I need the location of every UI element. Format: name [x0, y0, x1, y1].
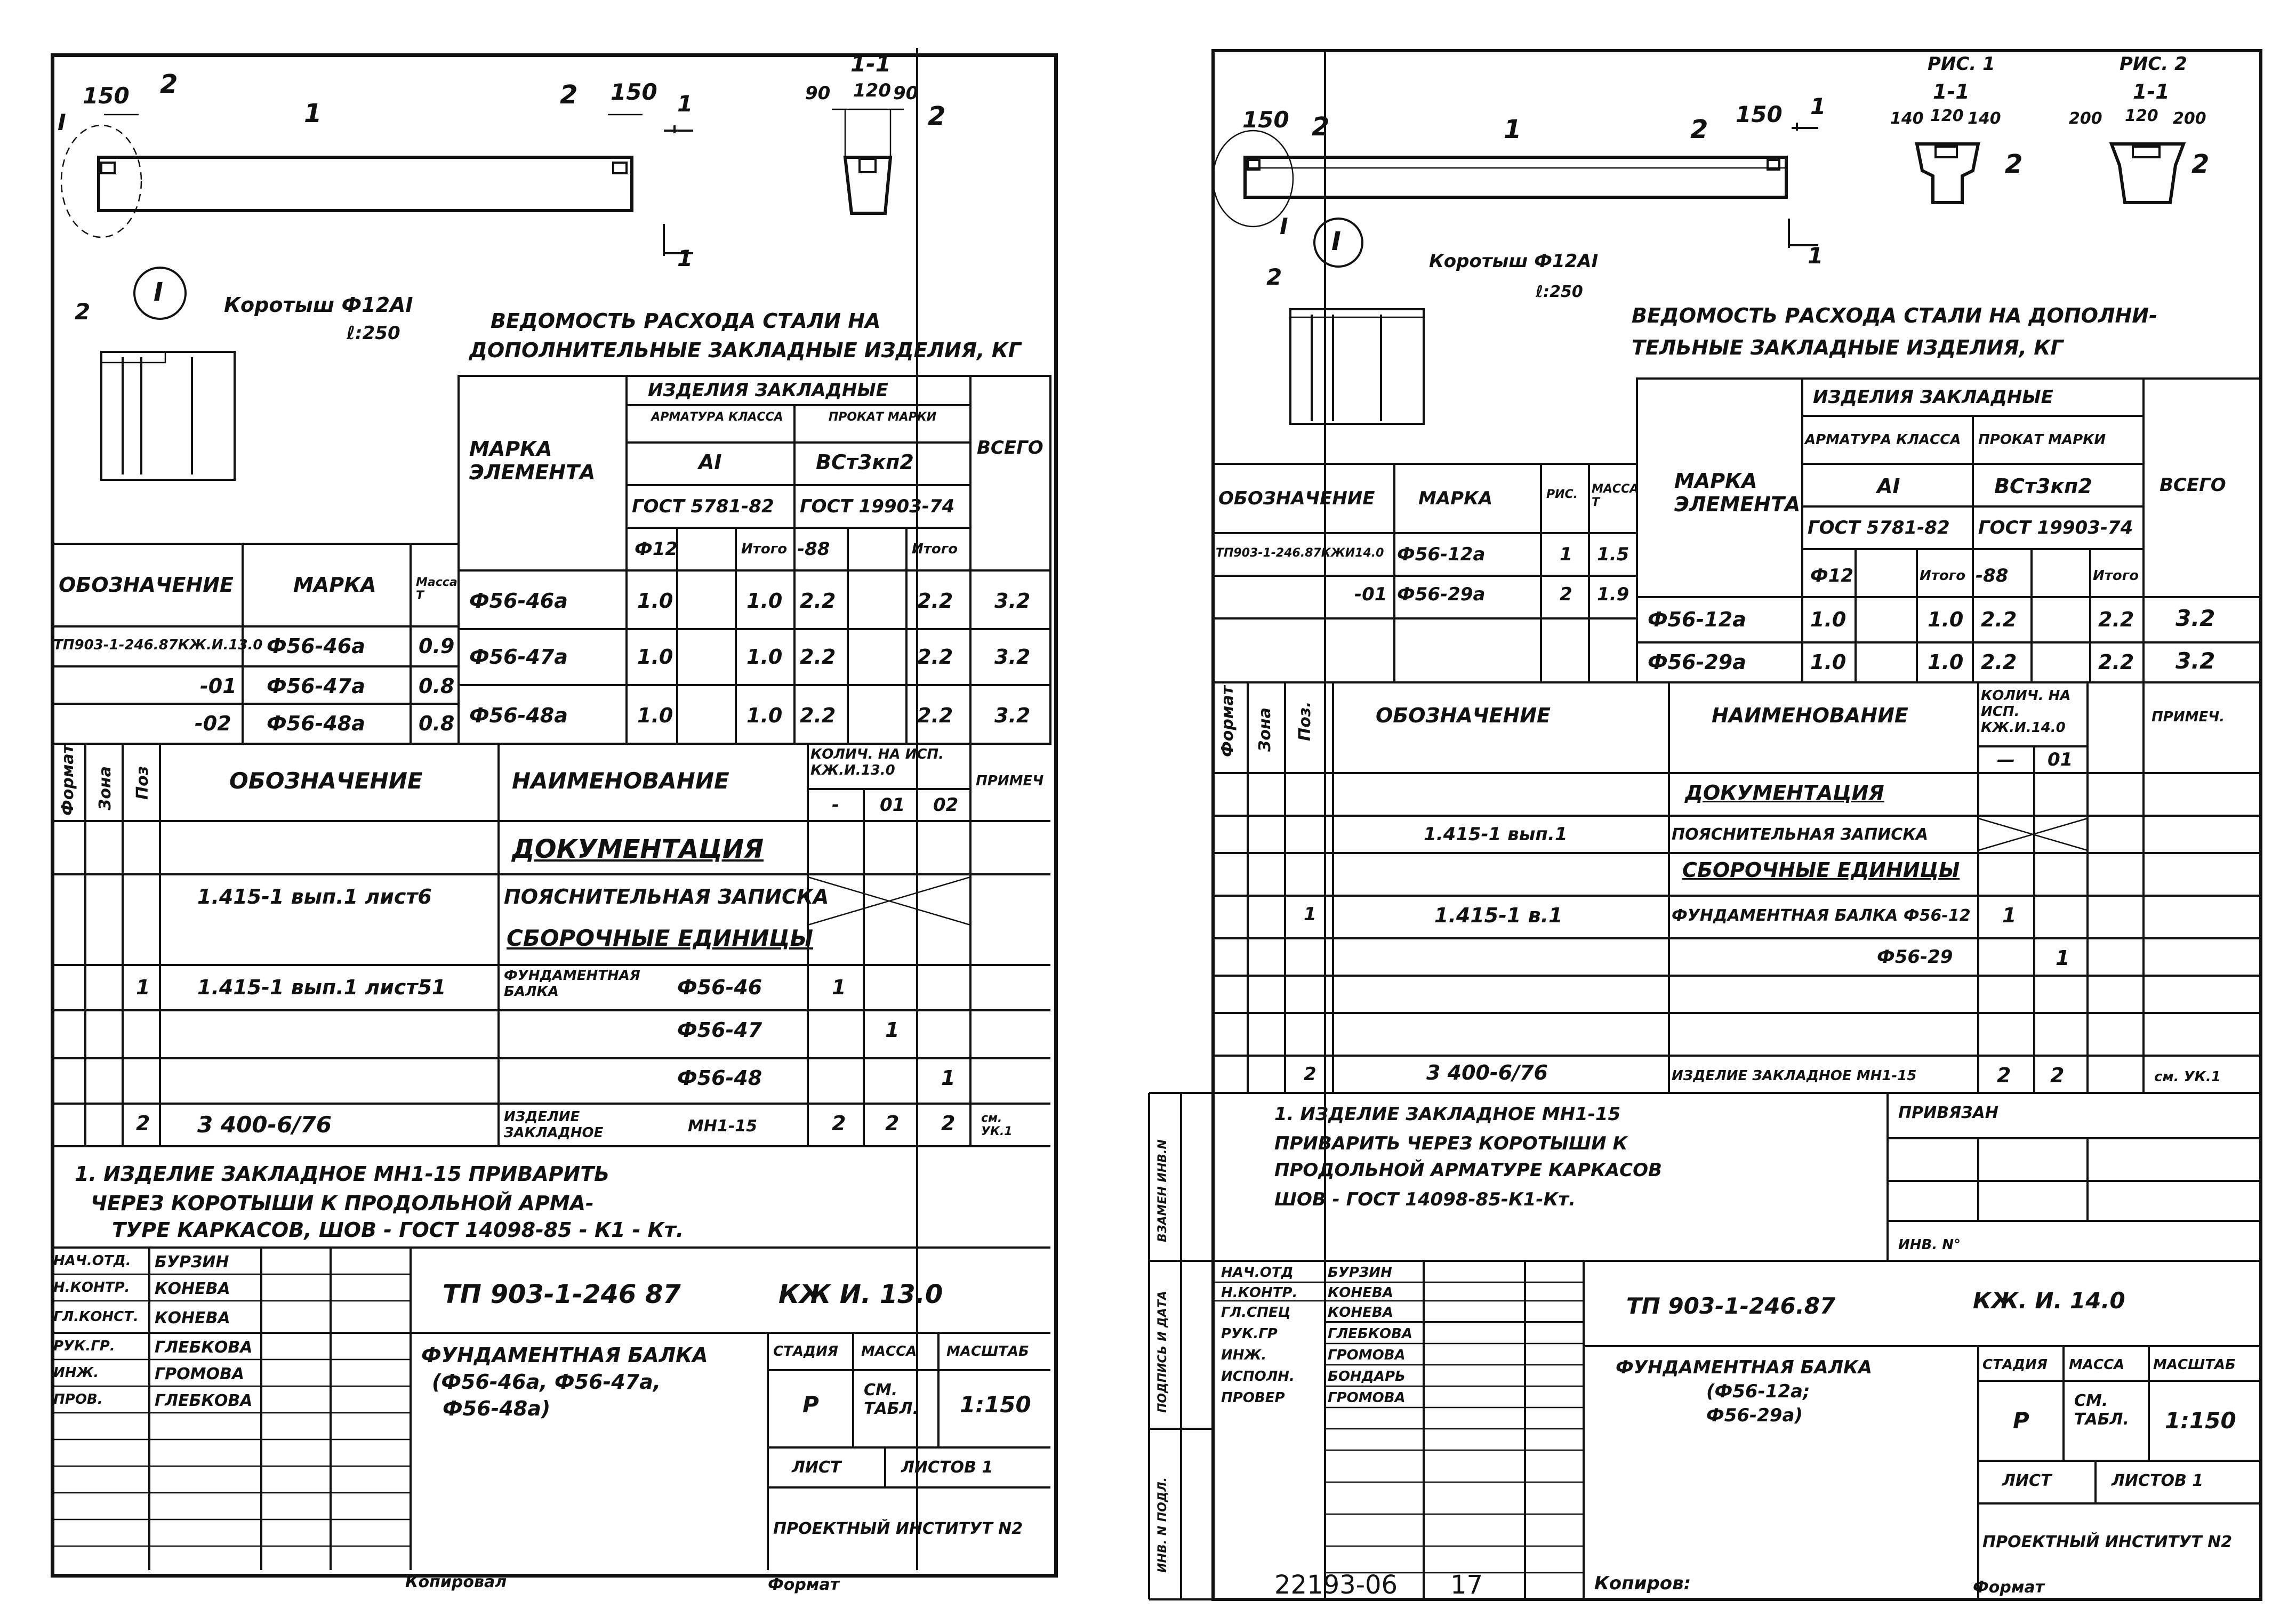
dim: 120: [853, 80, 891, 101]
spec-poz: 1: [136, 976, 150, 999]
detail-label: 2: [1266, 264, 1282, 290]
dim: 120: [1930, 107, 1964, 125]
class-ai: АI: [1877, 474, 1900, 498]
col-zona: Зона: [96, 766, 115, 810]
spec-kol: 1: [832, 976, 846, 999]
stamp-role: НАЧ.ОТД: [1221, 1265, 1294, 1281]
stamp-role: ИСПОЛН.: [1221, 1369, 1295, 1385]
spec-oboz: 1.415-1 в.1: [1434, 904, 1563, 927]
footer-format: Формат: [1973, 1578, 2044, 1597]
stamp-role: РУК.ГР.: [53, 1338, 115, 1354]
stamp-sm: СМ. ТАБЛ.: [2074, 1391, 2129, 1429]
stamp-title: Ф56-48а): [443, 1397, 551, 1420]
dim-150-a: 150: [83, 83, 130, 109]
steel-val: 1.0: [1810, 608, 1847, 631]
label-2: 2: [160, 69, 178, 99]
dim88: -88: [797, 538, 830, 560]
col-ris: РИС.: [1546, 488, 1578, 501]
gost-2: ГОСТ 19903-74: [1978, 517, 2133, 538]
col-prokat: ПРОКАТ МАРКИ: [828, 411, 937, 424]
class-ai: АI: [699, 450, 722, 474]
col-marka-elementa: МАРКА ЭЛЕМЕНТА: [1674, 469, 1801, 516]
vedomost-title: ТЕЛЬНЫЕ ЗАКЛАДНЫЕ ИЗДЕЛИЯ, КГ: [1632, 336, 2064, 359]
mark-mass: 0.9: [419, 634, 455, 658]
stamp-listov: ЛИСТОВ 1: [901, 1458, 993, 1477]
spec-poz: 1: [1304, 904, 1316, 925]
stamp-code: ТП 903-1-246.87: [1626, 1293, 1836, 1319]
steel-val: 1.0: [1928, 650, 1964, 674]
kol-col: 01: [880, 794, 905, 816]
spec-oboz: 3 400-6/76: [1426, 1061, 1548, 1084]
kol-col: 02: [933, 794, 959, 816]
stamp-institute: ПРОЕКТНЫЙ ИНСТИТУТ N2: [1982, 1533, 2233, 1551]
steel-val: 1.0: [746, 645, 783, 669]
korotysh-label: Коротыш Ф12АI: [1429, 251, 1599, 272]
spec-kol: 2: [941, 1112, 956, 1135]
spec-kol: 2: [2050, 1064, 2065, 1087]
stamp-name: ГРОМОВА: [155, 1365, 245, 1383]
mark-mass: 1.9: [1597, 584, 1629, 605]
detail-label: 2: [75, 299, 91, 325]
stamp-massa: МАССА: [861, 1344, 917, 1359]
steel-val: 1.0: [746, 704, 783, 727]
note-line: ШОВ - ГОСТ 14098-85-К1-Кт.: [1274, 1189, 1576, 1210]
section-label: 1-1: [1933, 80, 1970, 103]
steel-val: 2.2: [917, 645, 953, 669]
steel-val: 2.2: [800, 645, 836, 669]
korotysh-label: Коротыш Ф12АI: [224, 293, 413, 317]
stamp-masshtab: МАСШТАБ: [2153, 1357, 2236, 1373]
section-label: 1-1: [850, 51, 891, 77]
spec-kol: 2: [832, 1112, 846, 1135]
col-izdeliya: ИЗДЕЛИЯ ЗАКЛАДНЫЕ: [1813, 387, 2053, 408]
mark-value: Ф56-48а: [267, 712, 365, 735]
stamp-name: ГЛЕБКОВА: [155, 1391, 253, 1410]
spec-naim: ПОЯСНИТЕЛЬНАЯ ЗАПИСКА: [1672, 825, 1929, 844]
mark-code: -01: [200, 674, 237, 698]
spec-oboz: 3 400-6/76: [197, 1112, 332, 1138]
dim-150: 150: [1736, 101, 1783, 127]
dim-150: 150: [1242, 107, 1289, 133]
side-vzamen: ВЗАМЕН ИНВ.N: [1156, 1139, 1169, 1242]
stamp-name: ГРОМОВА: [1328, 1390, 1406, 1406]
col-marka: МАРКА: [293, 573, 376, 597]
mark-mass: 0.8: [419, 712, 455, 735]
dim: 140: [1968, 109, 2001, 128]
stamp-list: ЛИСТ: [2002, 1471, 2052, 1490]
stamp-p: Р: [802, 1391, 819, 1418]
spec-mark: Ф56-29: [1877, 946, 1953, 968]
steel-val: 2.2: [800, 704, 836, 727]
kol-col: 01: [2048, 749, 2073, 770]
stamp-role: ИНЖ.: [1221, 1347, 1267, 1363]
detail-circle-label: I: [1331, 227, 1341, 256]
mark-ris: 2: [1560, 584, 1572, 605]
col-primech: ПРИМЕЧ: [976, 773, 1044, 789]
col-format: Формат: [59, 744, 77, 816]
section-documentation: ДОКУМЕНТАЦИЯ: [512, 834, 764, 864]
cut-label: 1: [677, 91, 693, 117]
steel-grade: ВСт3кп2: [816, 450, 914, 474]
stamp-name: КОНЕВА: [155, 1309, 230, 1328]
note-line: 1. ИЗДЕЛИЕ ЗАКЛАДНОЕ МН1-15: [1274, 1104, 1621, 1125]
stamp-massa: МАССА: [2069, 1357, 2125, 1373]
steel-row-mark: Ф56-46а: [469, 589, 568, 613]
stamp-institute: ПРОЕКТНЫЙ ИНСТИТУТ N2: [773, 1519, 1023, 1538]
itogo: Итого: [1920, 568, 1966, 584]
mark-value: Ф56-12а: [1397, 544, 1486, 565]
kol-col: -: [832, 794, 840, 816]
dim-150-b: 150: [611, 79, 657, 105]
col-primech: ПРИМЕЧ.: [2152, 709, 2225, 725]
stamp-name: БОНДАРЬ: [1328, 1369, 1406, 1385]
stamp-masshtab: МАСШТАБ: [946, 1344, 1029, 1359]
label-1: 1: [304, 99, 322, 128]
steel-val: 2.2: [1981, 608, 2017, 631]
privyazan-label: ПРИВЯЗАН: [1898, 1104, 1998, 1122]
figure-label: РИС. 2: [2120, 53, 2187, 75]
dim: 200: [2173, 109, 2206, 128]
col-massa: МАССА Т: [1592, 482, 1639, 509]
spec-kol: 2: [1997, 1064, 2011, 1087]
spec-poz: 2: [1304, 1064, 1316, 1085]
col-oboznachenie: ОБОЗНАЧЕНИЕ: [59, 573, 234, 597]
stamp-p: Р: [2013, 1407, 2029, 1434]
steel-grade: ВСт3кп2: [1994, 474, 2092, 498]
cut-label: 1: [677, 245, 693, 271]
label-2: 2: [560, 80, 578, 110]
stamp-role: Н.КОНТР.: [53, 1280, 130, 1296]
label-I: I: [58, 109, 66, 135]
stamp-name: КОНЕВА: [1328, 1285, 1393, 1301]
dim: 140: [1890, 109, 1924, 128]
length-label: ℓ:250: [1536, 283, 1583, 301]
note-line: ПРОДОЛЬНОЙ АРМАТУРЕ КАРКАСОВ: [1274, 1160, 1662, 1181]
spec-mark: Ф56-48: [677, 1066, 762, 1090]
side-inv: ИНВ. N ПОДЛ.: [1156, 1477, 1169, 1573]
footer-format: Формат: [768, 1575, 839, 1594]
col-zona: Зона: [1256, 707, 1274, 752]
section-documentation: ДОКУМЕНТАЦИЯ: [1685, 781, 1884, 805]
stamp-name: КОНЕВА: [155, 1280, 230, 1298]
stamp-sm: СМ. ТАБЛ.: [864, 1381, 919, 1418]
note-line: ЧЕРЕЗ КОРОТЫШИ К ПРОДОЛЬНОЙ АРМА-: [91, 1192, 594, 1215]
spec-naim: ПОЯСНИТЕЛЬНАЯ ЗАПИСКА: [504, 885, 829, 908]
gost-1: ГОСТ 5781-82: [632, 496, 774, 517]
spec-mark: Ф56-46: [677, 976, 762, 999]
stamp-role: ГЛ.КОНСТ.: [53, 1309, 139, 1325]
col-armatura: АРМАТУРА КЛАССА: [651, 411, 783, 424]
col-kolich: КОЛИЧ. НА ИСП. КЖ.И.13.0: [810, 746, 944, 778]
label-I: I: [1280, 213, 1288, 239]
col-massa: Масса Т: [416, 576, 457, 602]
spec-naim: ИЗДЕЛИЕ ЗАКЛАДНОЕ: [504, 1109, 604, 1141]
col-oboznachenie: ОБОЗНАЧЕНИЕ: [1376, 704, 1551, 727]
spec-kol: 1: [2002, 904, 2017, 927]
stamp-role: ПРОВЕР: [1221, 1390, 1285, 1406]
mark-code: ТП903-1-246.87КЖ.И.13.0: [53, 637, 263, 653]
spec-oboz: 1.415-1 вып.1: [1424, 824, 1568, 845]
steel-val: 2.2: [917, 589, 953, 613]
inv-n-label: ИНВ. N°: [1898, 1237, 1961, 1253]
stamp-title: ФУНДАМЕНТНАЯ БАЛКА: [421, 1344, 708, 1367]
section-assembly: СБОРОЧНЫЕ ЕДИНИЦЫ: [507, 925, 813, 951]
steel-val: 1.0: [637, 704, 673, 727]
vedomost-title: ВЕДОМОСТЬ РАСХОДА СТАЛИ НА: [491, 309, 881, 333]
spec-naim: ФУНДАМЕНТНАЯ БАЛКА Ф56-12: [1672, 906, 1971, 925]
spec-oboz: 1.415-1 вып.1 лист51: [197, 976, 446, 999]
stamp-code: ТП 903-1-246 87: [443, 1280, 681, 1309]
steel-val: 2.2: [800, 589, 836, 613]
note-line: ТУРЕ КАРКАСОВ, ШОВ - ГОСТ 14098-85 - К1 - Кт.: [112, 1218, 684, 1242]
stamp-title: (Ф56-46а, Ф56-47а,: [432, 1370, 661, 1394]
mark-value: Ф56-47а: [267, 674, 365, 698]
stamp-listov: ЛИСТОВ 1: [2112, 1471, 2204, 1490]
dim: 200: [2069, 109, 2102, 128]
steel-row-mark: Ф56-48а: [469, 704, 568, 727]
mark-value: Ф56-46а: [267, 634, 365, 658]
spec-poz: 2: [136, 1112, 150, 1135]
footer-page: 17: [1450, 1570, 1483, 1600]
gost-1: ГОСТ 5781-82: [1808, 517, 1950, 538]
spec-primech: см. УК.1: [2154, 1069, 2221, 1085]
itogo: Итого: [2093, 568, 2139, 584]
col-naimenovanie: НАИМЕНОВАНИЕ: [512, 768, 729, 794]
steel-val: 2.2: [1981, 650, 2017, 674]
section-label: 1-1: [2133, 80, 2170, 103]
stamp-title: Ф56-29а): [1706, 1405, 1803, 1426]
dim: 90: [893, 83, 919, 104]
col-oboznachenie: ОБОЗНАЧЕНИЕ: [1218, 488, 1375, 509]
length-label: ℓ:250: [347, 323, 400, 344]
col-izdeliya: ИЗДЕЛИЯ ЗАКЛАДНЫЕ: [648, 380, 888, 401]
stamp-role: НАЧ.ОТД.: [53, 1253, 131, 1269]
stamp-name: БУРЗИН: [1328, 1265, 1392, 1281]
steel-val: 3.2: [994, 589, 1031, 613]
col-oboznachenie: ОБОЗНАЧЕНИЕ: [229, 768, 423, 794]
spec-kol: 1: [2056, 946, 2070, 970]
col-kolich: КОЛИЧ. НА ИСП. КЖ.И.14.0: [1981, 688, 2071, 736]
stamp-scale: 1:150: [960, 1391, 1031, 1418]
side-podpis: ПОДПИСЬ И ДАТА: [1156, 1291, 1169, 1413]
stamp-sheet-code: КЖ И. 13.0: [778, 1280, 943, 1309]
steel-val: 3.2: [994, 645, 1031, 669]
spec-naim: ФУНДАМЕНТНАЯ БАЛКА: [504, 968, 640, 1000]
steel-val: 2.2: [2098, 608, 2134, 631]
mark-code: -01: [1354, 584, 1387, 605]
mark-code: -02: [195, 712, 231, 735]
col-format: Формат: [1218, 686, 1237, 757]
spec-mark: Ф56-47: [677, 1018, 762, 1042]
diam: Ф12: [1810, 565, 1854, 586]
detail-circle-label: I: [154, 277, 163, 307]
steel-val: 2.2: [2098, 650, 2134, 674]
cut-label: 1: [1808, 243, 1824, 269]
steel-val: 1.0: [637, 645, 673, 669]
steel-row-mark: Ф56-12а: [1648, 608, 1746, 631]
steel-val: 1.0: [1810, 650, 1847, 674]
stamp-role: Н.КОНТР.: [1221, 1285, 1298, 1301]
footer-number: 22193-06: [1274, 1570, 1398, 1600]
stamp-role: ПРОВ.: [53, 1391, 103, 1407]
col-poz: Поз: [133, 766, 152, 800]
stamp-title: ФУНДАМЕНТНАЯ БАЛКА: [1616, 1357, 1873, 1378]
stamp-stadia: СТАДИЯ: [1982, 1357, 2048, 1373]
label-2: 2: [1312, 112, 1330, 142]
steel-val: 1.0: [637, 589, 673, 613]
footer-kopiroval: Копировал: [405, 1573, 507, 1591]
spec-oboz: 1.415-1 вып.1 лист6: [197, 885, 432, 908]
stamp-stadia: СТАДИЯ: [773, 1344, 838, 1359]
steel-val: 3.2: [994, 704, 1031, 727]
footer-kopiroval: Копиров:: [1594, 1573, 1691, 1594]
steel-val: 1.0: [746, 589, 783, 613]
col-marka: МАРКА: [1418, 488, 1493, 509]
section-assembly: СБОРОЧНЫЕ ЕДИНИЦЫ: [1682, 858, 1960, 882]
steel-val: 3.2: [2175, 648, 2215, 674]
diam: Ф12: [635, 538, 678, 560]
stamp-name: КОНЕВА: [1328, 1305, 1393, 1321]
stamp-role: РУК.ГР: [1221, 1326, 1278, 1342]
spec-primech: см. УК.1: [981, 1112, 1013, 1138]
col-vsego: ВСЕГО: [2159, 474, 2226, 496]
stamp-role: ИНЖ.: [53, 1365, 99, 1381]
itogo: Итого: [741, 541, 788, 557]
stamp-name: ГЛЕБКОВА: [155, 1338, 253, 1357]
label-2: 2: [2005, 149, 2023, 179]
label-2: 2: [2191, 149, 2210, 179]
label-1: 1: [1504, 115, 1522, 144]
kol-col: —: [1997, 749, 2015, 770]
spec-naim: ИЗДЕЛИЕ ЗАКЛАДНОЕ МН1-15: [1672, 1068, 1917, 1084]
stamp-name: ГРОМОВА: [1328, 1347, 1406, 1363]
vedomost-title: ВЕДОМОСТЬ РАСХОДА СТАЛИ НА ДОПОЛНИ-: [1632, 304, 2157, 327]
stamp-role: ГЛ.СПЕЦ: [1221, 1305, 1291, 1321]
label-2: 2: [928, 101, 946, 131]
dim: 120: [2125, 107, 2158, 125]
stamp-name: ГЛЕБКОВА: [1328, 1326, 1413, 1342]
spec-kol: 2: [885, 1112, 900, 1135]
mark-ris: 1: [1560, 544, 1572, 565]
itogo: Итого: [912, 541, 958, 557]
mark-mass: 1.5: [1597, 544, 1629, 565]
steel-val: 1.0: [1928, 608, 1964, 631]
col-prokat: ПРОКАТ МАРКИ: [1978, 432, 2106, 448]
col-poz: Поз.: [1296, 701, 1314, 741]
stamp-title: (Ф56-12а;: [1706, 1381, 1810, 1402]
steel-val: 2.2: [917, 704, 953, 727]
note-line: 1. ИЗДЕЛИЕ ЗАКЛАДНОЕ МН1-15 ПРИВАРИТЬ: [75, 1162, 610, 1186]
vedomost-title: ДОПОЛНИТЕЛЬНЫЕ ЗАКЛАДНЫЕ ИЗДЕЛИЯ, КГ: [469, 339, 1021, 362]
stamp-scale: 1:150: [2165, 1407, 2236, 1434]
label-2: 2: [1690, 115, 1708, 144]
figure-label: РИС. 1: [1928, 53, 1995, 75]
spec-mark: МН1-15: [688, 1117, 758, 1136]
mark-value: Ф56-29а: [1397, 584, 1486, 605]
steel-row-mark: Ф56-47а: [469, 645, 568, 669]
steel-val: 3.2: [2175, 605, 2215, 631]
col-vsego: ВСЕГО: [977, 437, 1043, 458]
col-marka-elementa: МАРКА ЭЛЕМЕНТА: [469, 437, 596, 484]
col-naimenovanie: НАИМЕНОВАНИЕ: [1712, 704, 1908, 727]
spec-kol: 1: [885, 1018, 900, 1042]
mark-mass: 0.8: [419, 674, 455, 698]
stamp-name: БУРЗИН: [155, 1253, 229, 1272]
stamp-sheet-code: КЖ. И. 14.0: [1973, 1288, 2125, 1314]
cut-label: 1: [1810, 93, 1826, 119]
gost-2: ГОСТ 19903-74: [800, 496, 955, 517]
mark-code: ТП903-1-246.87КЖИ14.0: [1216, 546, 1384, 560]
stamp-list: ЛИСТ: [792, 1458, 841, 1477]
dim88: -88: [1976, 565, 2009, 586]
spec-kol: 1: [941, 1066, 956, 1090]
note-line: ПРИВАРИТЬ ЧЕРЕЗ КОРОТЫШИ К: [1274, 1133, 1628, 1154]
dim: 90: [805, 83, 831, 104]
col-armatura: АРМАТУРА КЛАССА: [1805, 432, 1961, 448]
steel-row-mark: Ф56-29а: [1648, 650, 1746, 674]
